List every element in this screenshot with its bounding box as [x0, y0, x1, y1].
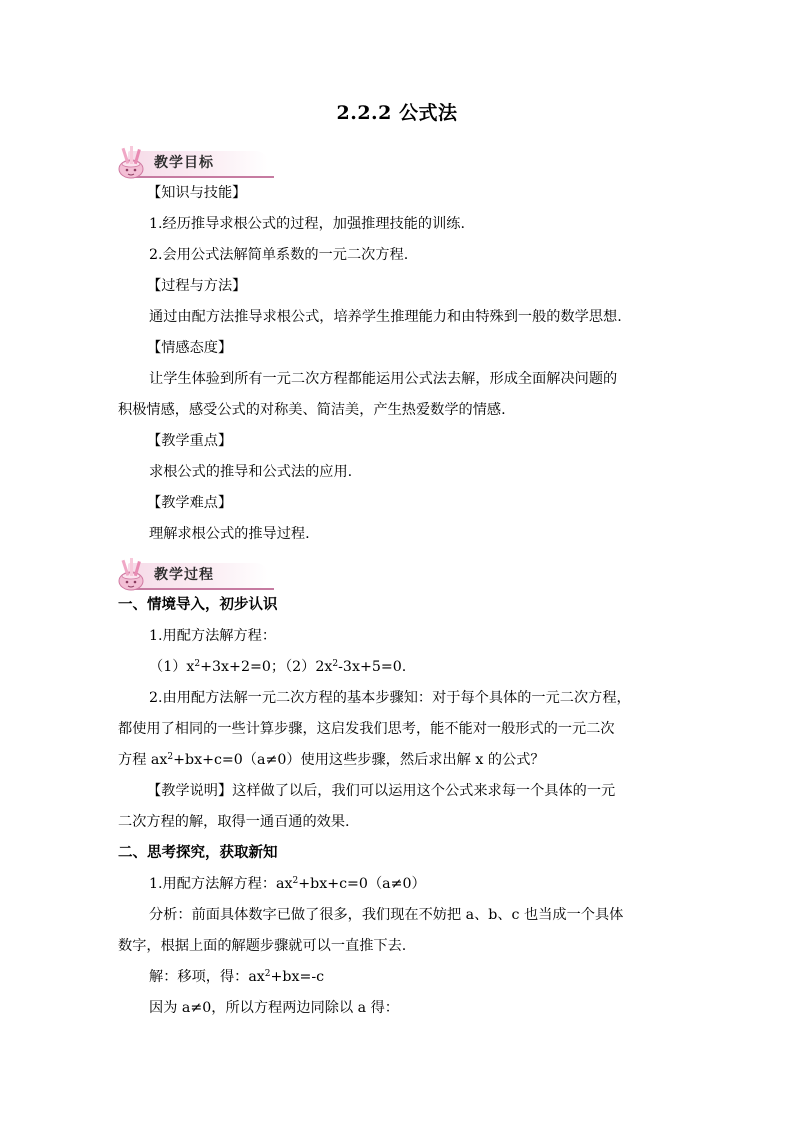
key-text: 求根公式的推导和公式法的应用. [149, 464, 353, 480]
difficulty-text: 理解求根公式的推导过程. [149, 526, 310, 542]
difficulty-heading: 【教学难点】 [147, 495, 233, 511]
key-heading: 【教学重点】 [147, 433, 233, 449]
pencil-cup-icon [114, 145, 150, 181]
section-2-heading: 二、思考探究，获取新知 [118, 845, 278, 861]
knowledge-item-1: 1.经历推导求根公式的过程，加强推理技能的训练. [149, 216, 465, 232]
s1-equations: $(1)x^2+3x+2=0$；$(2)2x^2-3x+5=0$. [149, 659, 407, 675]
method-heading: 【过程与方法】 [147, 278, 247, 294]
analysis-line-1: 分析：前面具体数字已做了很多，我们现在不妨把 a、b、c 也当成一个具体 [149, 907, 624, 923]
emotion-line-1: 让学生体验到所有一元二次方程都能运用公式法去解，形成全面解决问题的 [149, 371, 618, 387]
goals-banner [114, 145, 274, 179]
process-banner-label: 教学过程 [154, 567, 214, 583]
knowledge-item-2: 2.会用公式法解简单系数的一元二次方程. [149, 247, 409, 263]
emotion-heading: 【情感态度】 [147, 340, 233, 356]
method-text: 通过由配方法推导求根公式，培养学生推理能力和由特殊到一般的数学思想. [149, 309, 622, 325]
solution-line: 解：移项，得：$ax^2+bx=-c$ [149, 969, 325, 985]
s1-item-2-line-1: 2.由用配方法解一元二次方程的基本步骤知：对于每个具体的一元二次方程， [149, 690, 631, 706]
analysis-line-2: 数字，根据上面的解题步骤就可以一直推下去. [118, 938, 407, 954]
page-title: 2.2.2 公式法 [336, 102, 458, 124]
knowledge-heading: 【知识与技能】 [147, 185, 247, 201]
goals-banner-label: 教学目标 [154, 155, 214, 171]
s2-item-1: 1.用配方法解方程：$ax^2+bx+c=0(a\ne 0)$ [149, 876, 426, 892]
note-line-2: 二次方程的解，取得一通百通的效果. [118, 814, 350, 830]
section-1-heading: 一、情境导入，初步认识 [118, 597, 278, 613]
note-line-1: 【教学说明】这样做了以后，我们可以运用这个公式来求每一个具体的一元 [147, 783, 616, 799]
because-line: 因为 a≠0，所以方程两边同除以 a 得： [149, 1000, 399, 1016]
s1-item-2-line-3: 方程 $ax^2+bx+c=0(a\ne 0)$使用这些步骤，然后求出解 x 的公式？ [118, 752, 545, 768]
pencil-cup-icon [114, 557, 150, 593]
emotion-line-2: 积极情感，感受公式的对称美、简洁美，产生热爱数学的情感. [118, 402, 506, 418]
s1-item-1: 1.用配方法解方程： [149, 628, 277, 644]
s1-item-2-line-2: 都使用了相同的一些计算步骤，这启发我们思考，能不能对一般形式的一元二次 [118, 721, 615, 737]
process-banner [114, 557, 274, 591]
